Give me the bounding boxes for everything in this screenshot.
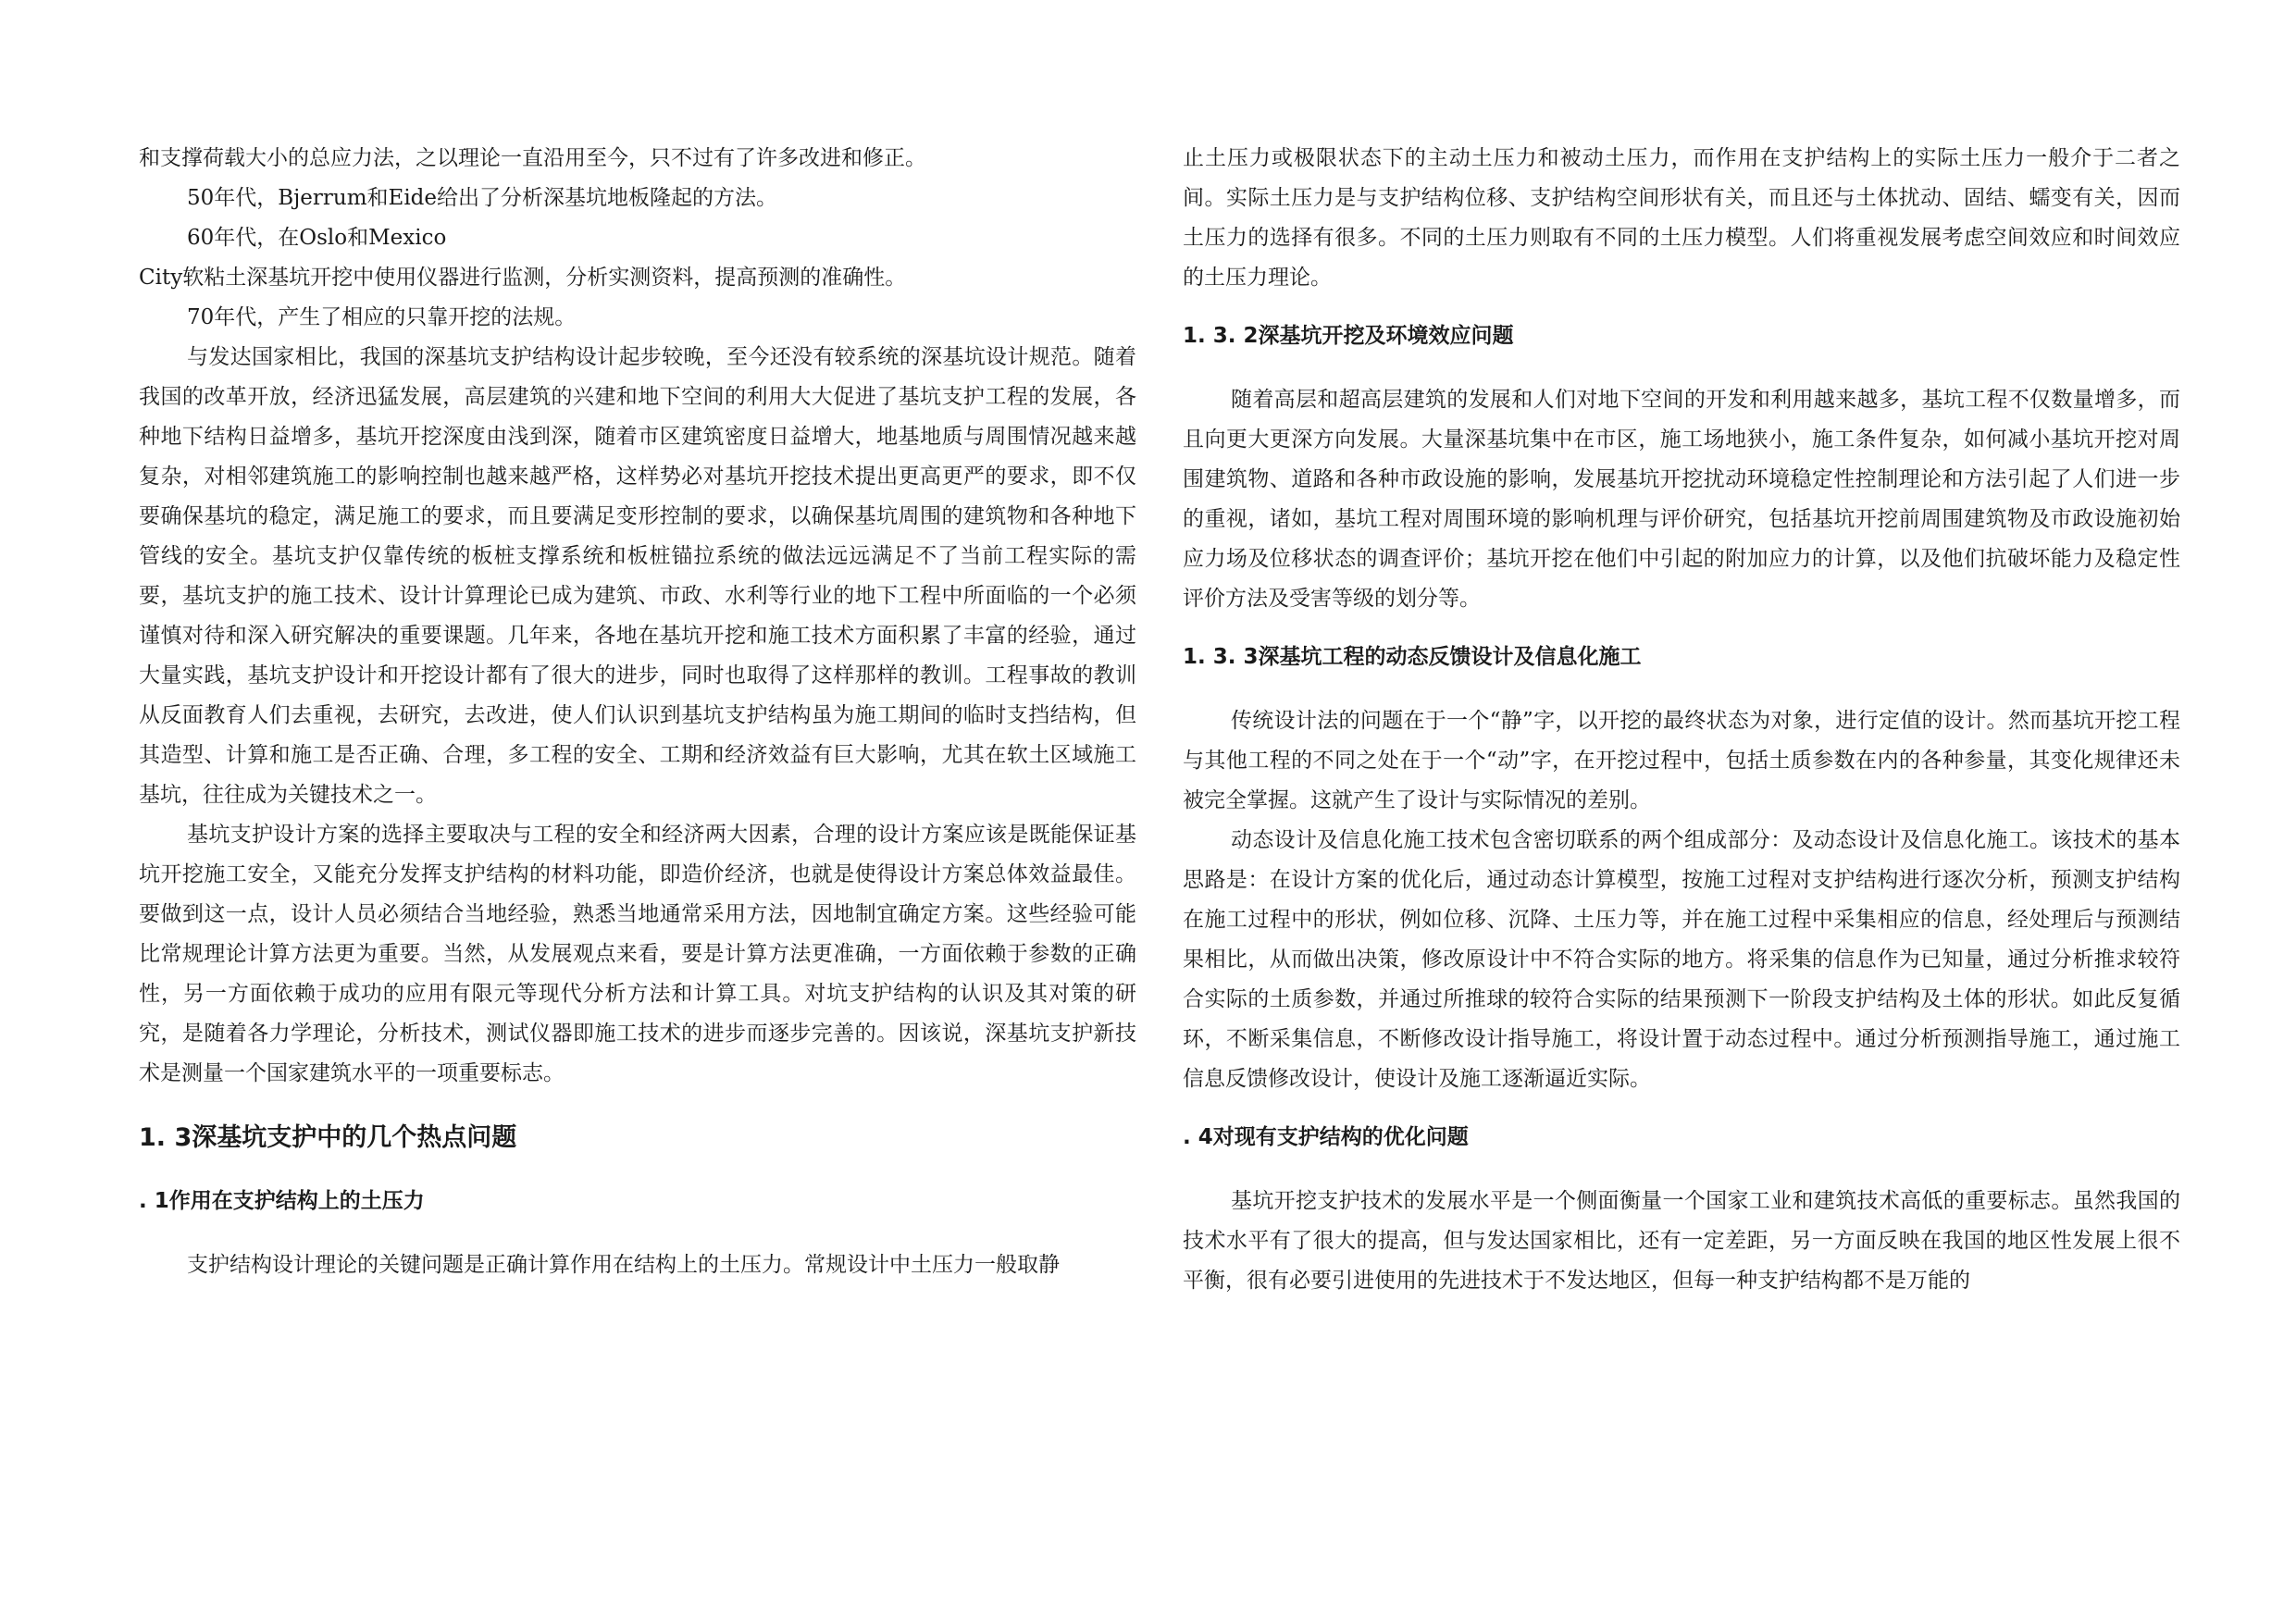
paragraph: 动态设计及信息化施工技术包含密切联系的两个组成部分：及动态设计及信息化施工。该技术的基本思路是：在设计方案的优化后，通过动态计算模型，按施工过程对支护结构进行逐次分析，预测支护结构在施工过程中的形状，例如位移、沉降、土压力等，并在施工过程中采集相应的信息，经处理后与预测结果相比，从而做出决策，修改原设计中不符合实际的地方。将采集的信息作为已知量，通过分析推求较符合实际的土质参数，并通过所推球的较符合实际的结果预测下一阶段支护结构及土体的形状。如此反复循环，不断采集信息，不断修改设计指导施工，将设计置于动态过程中。通过分析预测指导施工，通过施工信息反馈修改设计，使设计及施工逐渐逼近实际。 [1183, 828, 2180, 1091]
subsection-heading: 1. 3. 3深基坑工程的动态反馈设计及信息化施工 [1183, 645, 1642, 669]
paragraph: 传统设计法的问题在于一个“静”字，以开挖的最终状态为对象，进行定值的设计。然而基坑开挖工程与其他工程的不同之处在于一个“动”字，在开挖过程中，包括土质参数在内的各种参量，其变化规律还未被完全掌握。这就产生了设计与实际情况的差别。 [1183, 709, 2180, 812]
paragraph: 70年代，产生了相应的只靠开挖的法规。 [187, 305, 577, 329]
paragraph: 随着高层和超高层建筑的发展和人们对地下空间的开发和利用越来越多，基坑工程不仅数量增多，而且向更大更深方向发展。大量深基坑集中在市区，施工场地狭小，施工条件复杂，如何减小基坑开挖对周围建筑物、道路和各种市政设施的影响，发展基坑开挖扰动环境稳定性控制理论和方法引起了人们进一步的重视，诸如，基坑工程对周围环境的影响机理与评价研究，包括基坑开挖前周围建筑物及市政设施初始应力场及位移状态的调查评价；基坑开挖在他们中引起的附加应力的计算，以及他们抗破坏能力及稳定性评价方法及受害等级的划分等。 [1183, 388, 2180, 611]
paragraph: 50年代，Bjerrum和Eide给出了分析深基坑地板隆起的方法。 [187, 186, 778, 210]
left-column [139, 139, 1136, 1285]
paragraph: 基坑开挖支护技术的发展水平是一个侧面衡量一个国家工业和建筑技术高低的重要标志。虽然我国的技术水平有了很大的提高，但与发达国家相比，还有一定差距，另一方面反映在我国的地区性发展上很不平衡，很有必要引进使用的先进技术于不发达地区，但每一种支护结构都不是万能的 [1183, 1189, 2180, 1293]
paragraph: 止土压力或极限状态下的主动土压力和被动土压力，而作用在支护结构上的实际土压力一般介于二者之间。实际土压力是与支护结构位移、支护结构空间形状有关，而且还与土体扰动、固结、蠕变有关，因而土压力的选择有很多。不同的土压力则取有不同的土压力模型。人们将重视发展考虑空间效应和时间效应的土压力理论。 [1183, 146, 2180, 290]
subsection-heading: . 1作用在支护结构上的土压力 [139, 1189, 425, 1213]
paragraph: 和支撑荷载大小的总应力法，之以理论一直沿用至今，只不过有了许多改进和修正。 [139, 146, 926, 170]
paragraph: 与发达国家相比，我国的深基坑支护结构设计起步较晚，至今还没有较系统的深基坑设计规范。随着我国的改革开放，经济迅猛发展，高层建筑的兴建和地下空间的利用大大促进了基坑支护工程的发展，各种地下结构日益增多，基坑开挖深度由浅到深，随着市区建筑密度日益增大，地基地质与周围情况越来越复杂，对相邻建筑施工的影响控制也越来越严格，这样势必对基坑开挖技术提出更高更严的要求，即不仅要确保基坑的稳定，满足施工的要求，而且要满足变形控制的要求，以确保基坑周围的建筑物和各种地下管线的安全。基坑支护仅靠传统的板桩支撑系统和板桩锚拉系统的做法远远满足不了当前工程实际的需要，基坑支护的施工技术、设计计算理论已成为建筑、市政、水利等行业的地下工程中所面临的一个必须谨慎对待和深入研究解决的重要课题。几年来，各地在基坑开挖和施工技术方面积累了丰富的经验，通过大量实践，基坑支护设计和开挖设计都有了很大的进步，同时也取得了这样那样的教训。工程事故的教训从反面教育人们去重视，去研究，去改进，使人们认识到基坑支护结构虽为施工期间的临时支挡结构，但其造型、计算和施工是否正确、合理，多工程的安全、工期和经济效益有巨大影响，尤其在软土区域施工基坑，往往成为关键技术之一。 [139, 345, 1136, 807]
paragraph: 基坑支护设计方案的选择主要取决与工程的安全和经济两大因素，合理的设计方案应该是既能保证基坑开挖施工安全，又能充分发挥支护结构的材料功能，即造价经济，也就是使得设计方案总体效益最佳。要做到这一点，设计人员必须结合当地经验，熟悉当地通常采用方法，因地制宜确定方案。这些经验可能比常规理论计算方法更为重要。当然，从发展观点来看，要是计算方法更准确，一方面依赖于参数的正确性，另一方面依赖于成功的应用有限元等现代分析方法和计算工具。对坑支护结构的认识及其对策的研究，是随着各力学理论，分析技术，测试仪器即施工技术的进步而逐步完善的。因该说，深基坑支护新技术是测量一个国家建筑水平的一项重要标志。 [139, 823, 1136, 1085]
section-heading: 1. 3深基坑支护中的几个热点问题 [139, 1123, 517, 1152]
subsection-heading: 1. 3. 2深基坑开挖及环境效应问题 [1183, 324, 1514, 348]
paragraph: City软粘土深基坑开挖中使用仪器进行监测，分析实测资料，提高预测的准确性。 [139, 266, 907, 290]
subsection-heading: . 4对现有支护结构的优化问题 [1183, 1125, 1469, 1149]
paragraph: 60年代，在Oslo和Mexico [187, 226, 447, 250]
right-column [1183, 139, 2180, 1301]
paragraph: 支护结构设计理论的关键问题是正确计算作用在结构上的土压力。常规设计中土压力一般取静 [187, 1253, 1060, 1277]
